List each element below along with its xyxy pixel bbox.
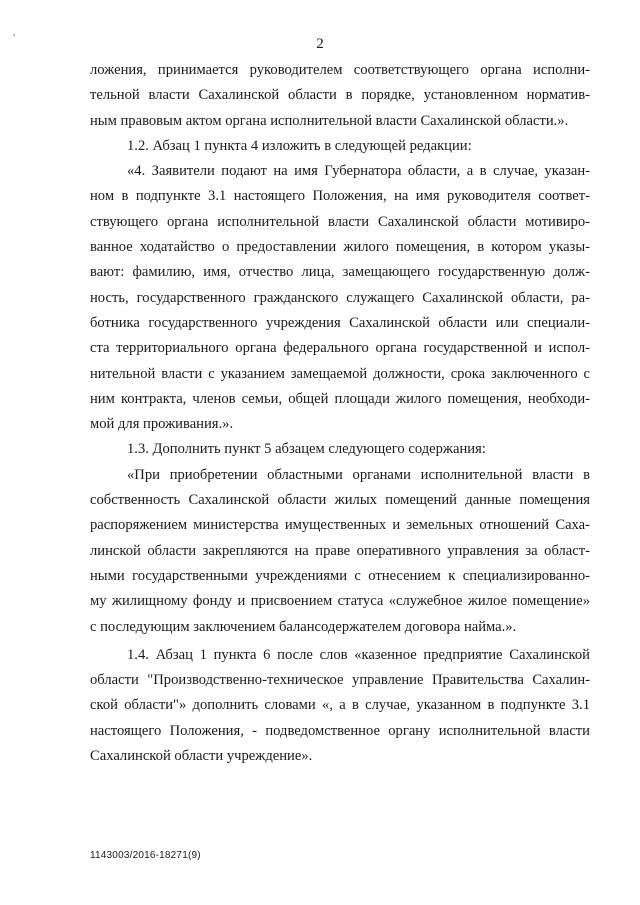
text-line: линской области закрепляются на праве оперативного управления за област- bbox=[90, 542, 590, 559]
text-line: вают: фамилию, имя, отчество лица, замещающего государственную долж- bbox=[90, 264, 590, 281]
text-line: нительной власти с указанием замещаемой должности, срока заключенного с bbox=[90, 365, 590, 382]
text-line: му жилищному фонду и присвоением статуса «служебное жилое помещение» bbox=[90, 593, 590, 610]
corner-scan-mark: ᵥ bbox=[10, 27, 17, 39]
page-number: 2 bbox=[316, 36, 324, 52]
text-line: мой для проживания.». bbox=[90, 416, 234, 433]
text-line: ными государственными учреждениями с отнесением к специализированно- bbox=[90, 567, 590, 584]
text-line: Сахалинской области учреждение». bbox=[90, 748, 313, 765]
text-line: тельной власти Сахалинской области в порядке, установленном норматив- bbox=[90, 87, 590, 104]
text-line: собственность Сахалинской области жилых помещений данные помещения bbox=[90, 492, 590, 509]
text-line: «4. Заявители подают на имя Губернатора области, а в случае, указан- bbox=[127, 163, 590, 180]
paragraph-heading-1-2: 1.2. Абзац 1 пункта 4 изложить в следующей редакции: bbox=[127, 137, 472, 154]
text-line: настоящего Положения, - подведомственное органу исполнительной власти bbox=[90, 722, 590, 739]
text-line: ность, государственного гражданского служащего Сахалинской области, ра- bbox=[90, 289, 590, 306]
text-line: распоряжением министерства имущественных и земельных отношений Саха- bbox=[90, 517, 590, 534]
text-line: «При приобретении областными органами исполнительной власти в bbox=[127, 466, 590, 483]
paragraph-heading-1-4: 1.4. Абзац 1 пункта 6 после слов «казенное предприятие Сахалинской bbox=[127, 646, 590, 663]
text-line: ской области"» дополнить словами «, а в случае, указанном в подпункте 3.1 bbox=[90, 697, 590, 714]
text-line: ванное ходатайство о предоставлении жилого помещения, в котором указы- bbox=[90, 239, 590, 256]
document-registration-code: 1143003/2016-18271(9) bbox=[90, 850, 201, 861]
text-line: ном в подпункте 3.1 настоящего Положения, на имя руководителя соответ- bbox=[90, 188, 590, 205]
text-line: с последующим заключением балансодержателем договора найма.». bbox=[90, 618, 517, 635]
text-line: ложения, принимается руководителем соответствующего органа исполни- bbox=[90, 62, 590, 78]
text-line: ствующего органа исполнительной власти Сахалинской области мотивиро- bbox=[90, 213, 590, 230]
document-body bbox=[90, 58, 590, 769]
text-line: ботника государственного учреждения Сахалинской области или специали- bbox=[90, 314, 590, 331]
text-line: ним контракта, членов семьи, общей площади жилого помещения, необходи- bbox=[90, 390, 590, 407]
text-line: ста территориального органа федерального органа государственной и испол- bbox=[90, 340, 590, 357]
text-line: ным правовым актом органа исполнительной власти Сахалинской области.». bbox=[90, 112, 569, 129]
paragraph-heading-1-3: 1.3. Дополнить пункт 5 абзацем следующего содержания: bbox=[127, 441, 486, 458]
text-line: области "Производственно-техническое управление Правительства Сахалин- bbox=[90, 672, 590, 689]
